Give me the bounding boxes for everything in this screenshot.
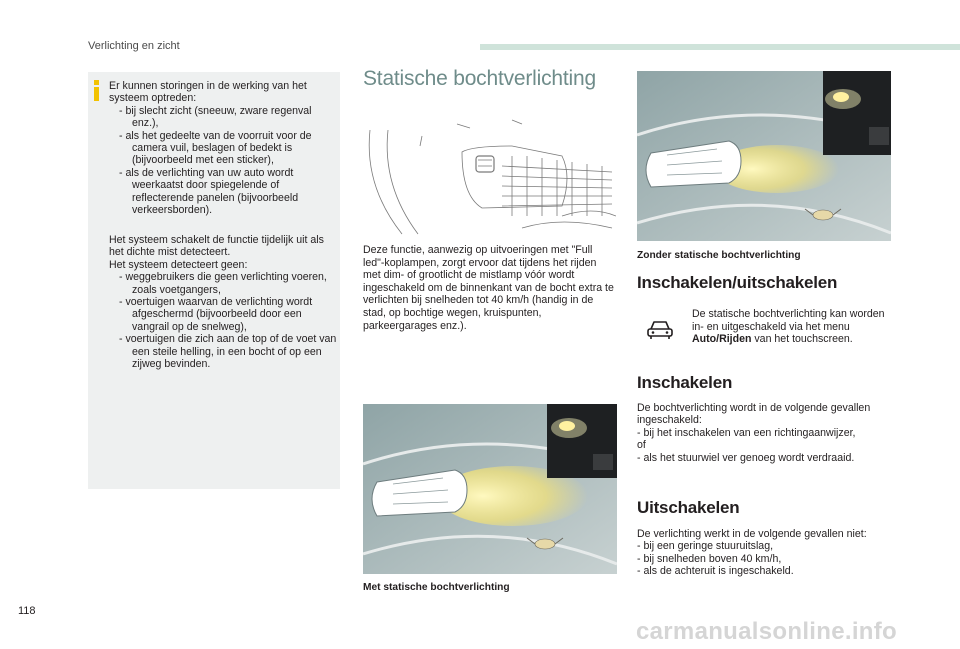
toggle-instructions — [692, 308, 892, 346]
heading-activate: Inschakelen — [637, 373, 733, 392]
header-accent-bar — [480, 44, 960, 50]
list-item: - bij een geringe stuuruitslag, — [637, 540, 774, 553]
toggle-text-before: De statische bochtverlichting kan worden in- en uitgeschakeld via het menu — [692, 308, 885, 333]
list-item: - voertuigen die zich aan de top of de voet van een steile helling, in een bocht of op een zijweg bevinden. — [119, 333, 337, 371]
list-item: - als de achteruit is ingeschakeld. — [637, 565, 794, 578]
toggle-text-after: van het touchscreen. — [751, 333, 853, 346]
without-cornering-light-illustration — [637, 71, 891, 241]
heading-deactivate: Uitschakelen — [637, 498, 740, 517]
info-main — [109, 234, 337, 370]
info-icon — [92, 80, 102, 102]
page-title: Statische bochtverlichting — [363, 67, 596, 90]
heading-toggle: Inschakelen/uitschakelen — [637, 273, 838, 292]
with-cornering-light-illustration — [363, 404, 617, 574]
list-item: - als het stuurwiel ver genoeg wordt verdraaid. — [637, 451, 855, 464]
menu-label: Auto/Rijden — [692, 333, 752, 346]
list-item: - bij slecht zicht (sneeuw, zware regenval enz.), — [119, 104, 312, 130]
list-item: - bij snelheden boven 40 km/h, — [637, 552, 782, 565]
info-intro — [109, 80, 331, 216]
section-header: Verlichting en zicht — [88, 40, 180, 52]
list-item: - weggebruikers die geen verlichting voeren, zoals voetgangers, — [119, 271, 327, 296]
list-item: - bij het inschakelen van een richtingaanwijzer, — [637, 426, 856, 439]
activate-instructions — [637, 402, 892, 464]
car-icon — [646, 318, 674, 342]
headlamp-sketch-illustration — [362, 116, 616, 236]
list-item: - als de verlichting van uw auto wordt weerkaatst door spiegelende of reflecterende panelen (bijvoorbeeld verkeersborden). — [119, 166, 299, 217]
caption-without: Zonder statische bochtverlichting — [637, 250, 801, 261]
deactivate-intro: De verlichting werkt in de volgende gevallen niet: — [637, 528, 867, 540]
body-paragraph: Deze functie, aanwezig op uitvoeringen met "Full led"-koplampen, zorgt ervoor dat tijdens het rijden met dim- of grootlicht de mistlamp vóór wordt ingeschakeld om de binnenkant van de bocht extra te verlichten bij snelheden tot 40 km/h (handig in de stad, op bochtige wegen, kruispunten, parkeergarages enz.). — [363, 244, 614, 332]
info-intro-text: Er kunnen storingen in de werking van het systeem optreden: — [109, 80, 307, 105]
info-paragraph: Het systeem detecteert geen: — [109, 258, 248, 271]
page-number: 118 — [18, 605, 36, 617]
list-item: - voertuigen waarvan de verlichting wordt afgeschermd (bijvoorbeeld door een vangrail op de snelweg), — [119, 296, 313, 333]
caption-with: Met statische bochtverlichting — [363, 582, 510, 593]
list-item: - als het gedeelte van de voorruit voor de camera vuil, beslagen of bedekt is (bijvoorbeeld met een sticker), — [119, 129, 312, 167]
or-text: of — [637, 439, 646, 452]
watermark: carmanualsonline.info — [636, 618, 898, 645]
deactivate-instructions — [637, 528, 892, 578]
info-paragraph: Het systeem schakelt de functie tijdelijk uit als het dichte mist detecteert. — [109, 234, 324, 259]
activate-intro: De bochtverlichting wordt in de volgende gevallen ingeschakeld: — [637, 402, 871, 427]
